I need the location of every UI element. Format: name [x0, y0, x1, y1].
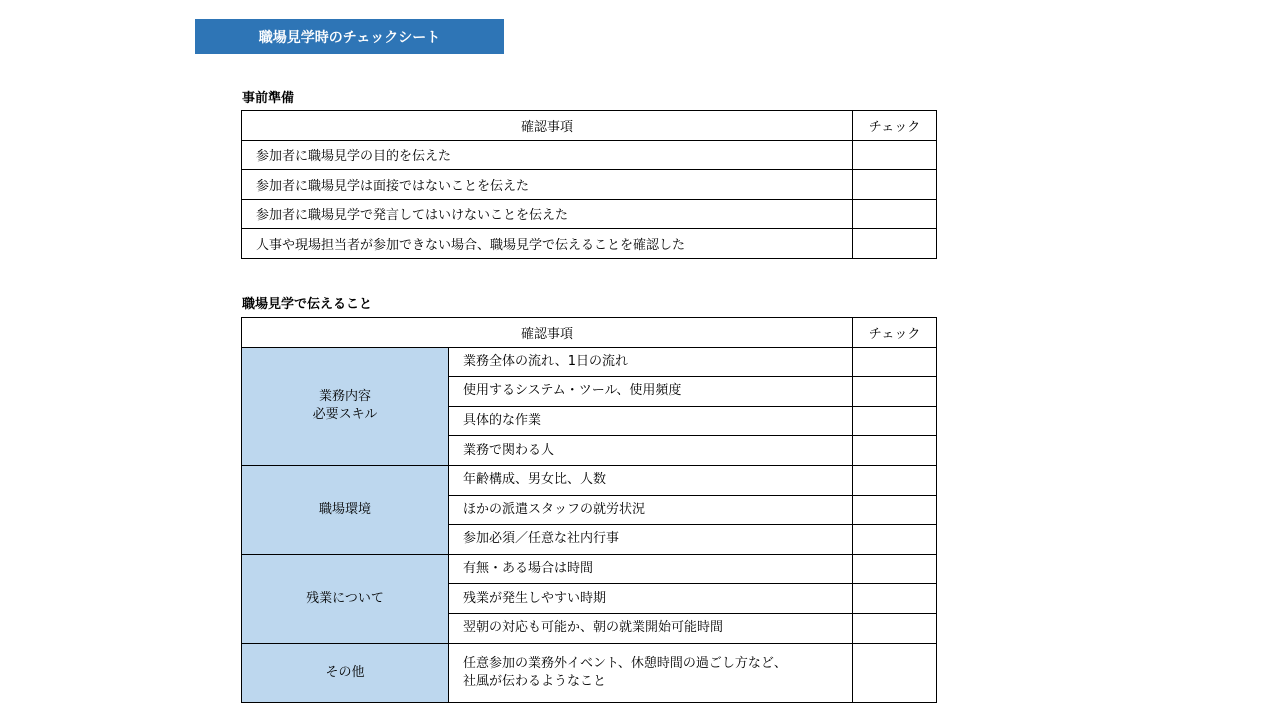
checklist-item: 参加者に職場見学は面接ではないことを伝えた [242, 170, 853, 200]
table-header-row [242, 111, 937, 141]
checklist-item: 業務全体の流れ、1日の流れ [449, 347, 853, 377]
check-cell[interactable] [853, 170, 937, 200]
table-row [242, 140, 937, 170]
table-row [242, 554, 937, 584]
category-work-content [242, 347, 449, 465]
check-cell[interactable] [853, 406, 937, 436]
check-cell[interactable] [853, 377, 937, 407]
checklist-item: 使用するシステム・ツール、使用頻度 [449, 377, 853, 407]
check-cell[interactable] [853, 347, 937, 377]
check-cell[interactable] [853, 495, 937, 525]
check-cell[interactable] [853, 140, 937, 170]
check-cell[interactable] [853, 436, 937, 466]
check-cell[interactable] [853, 643, 937, 702]
checklist-item: ほかの派遣スタッフの就労状況 [449, 495, 853, 525]
checklist-item [449, 643, 853, 702]
communication-checklist-table [241, 317, 937, 703]
table-row [242, 465, 937, 495]
checklist-item: 参加必須／任意な社内行事 [449, 525, 853, 555]
checklist-item: 参加者に職場見学で発言してはいけないことを伝えた [242, 199, 853, 229]
category-overtime: 残業について [242, 554, 449, 643]
table-row [242, 229, 937, 259]
category-other: その他 [242, 643, 449, 702]
category-label-line1: 業務内容 [318, 389, 371, 405]
check-cell[interactable] [853, 525, 937, 555]
section-heading-communicate: 職場見学で伝えること [242, 297, 373, 312]
checklist-item: 参加者に職場見学の目的を伝えた [242, 140, 853, 170]
section-heading-preparation: 事前準備 [242, 91, 295, 106]
check-cell[interactable] [853, 465, 937, 495]
checklist-item: 翌朝の対応も可能か、朝の就業開始可能時間 [449, 613, 853, 643]
checklist-item: 具体的な作業 [449, 406, 853, 436]
checklist-item: 残業が発生しやすい時期 [449, 584, 853, 614]
category-label-line2: 必要スキル [312, 407, 378, 423]
checklist-item-line2: 社風が伝わるようなこと [463, 673, 607, 689]
check-cell[interactable] [853, 613, 937, 643]
table-row [242, 347, 937, 377]
checklist-item: 有無・ある場合は時間 [449, 554, 853, 584]
header-confirmation-items: 確認事項 [242, 111, 853, 141]
check-cell[interactable] [853, 584, 937, 614]
table-row [242, 643, 937, 702]
table-header-row [242, 318, 937, 348]
check-cell[interactable] [853, 229, 937, 259]
checklist-item-line1: 任意参加の業務外イベント、休憩時間の過ごし方など、 [463, 655, 787, 671]
preparation-checklist-table [241, 110, 937, 259]
header-check: チェック [853, 318, 937, 348]
header-confirmation-items: 確認事項 [242, 318, 853, 348]
checklist-item: 人事や現場担当者が参加できない場合、職場見学で伝えることを確認した [242, 229, 853, 259]
checklist-item: 年齢構成、男女比、人数 [449, 465, 853, 495]
table-row [242, 170, 937, 200]
table-row [242, 199, 937, 229]
header-check: チェック [853, 111, 937, 141]
page-title: 職場見学時のチェックシート [195, 19, 504, 54]
category-workplace-environment: 職場環境 [242, 465, 449, 554]
check-cell[interactable] [853, 554, 937, 584]
checklist-item: 業務で関わる人 [449, 436, 853, 466]
check-cell[interactable] [853, 199, 937, 229]
